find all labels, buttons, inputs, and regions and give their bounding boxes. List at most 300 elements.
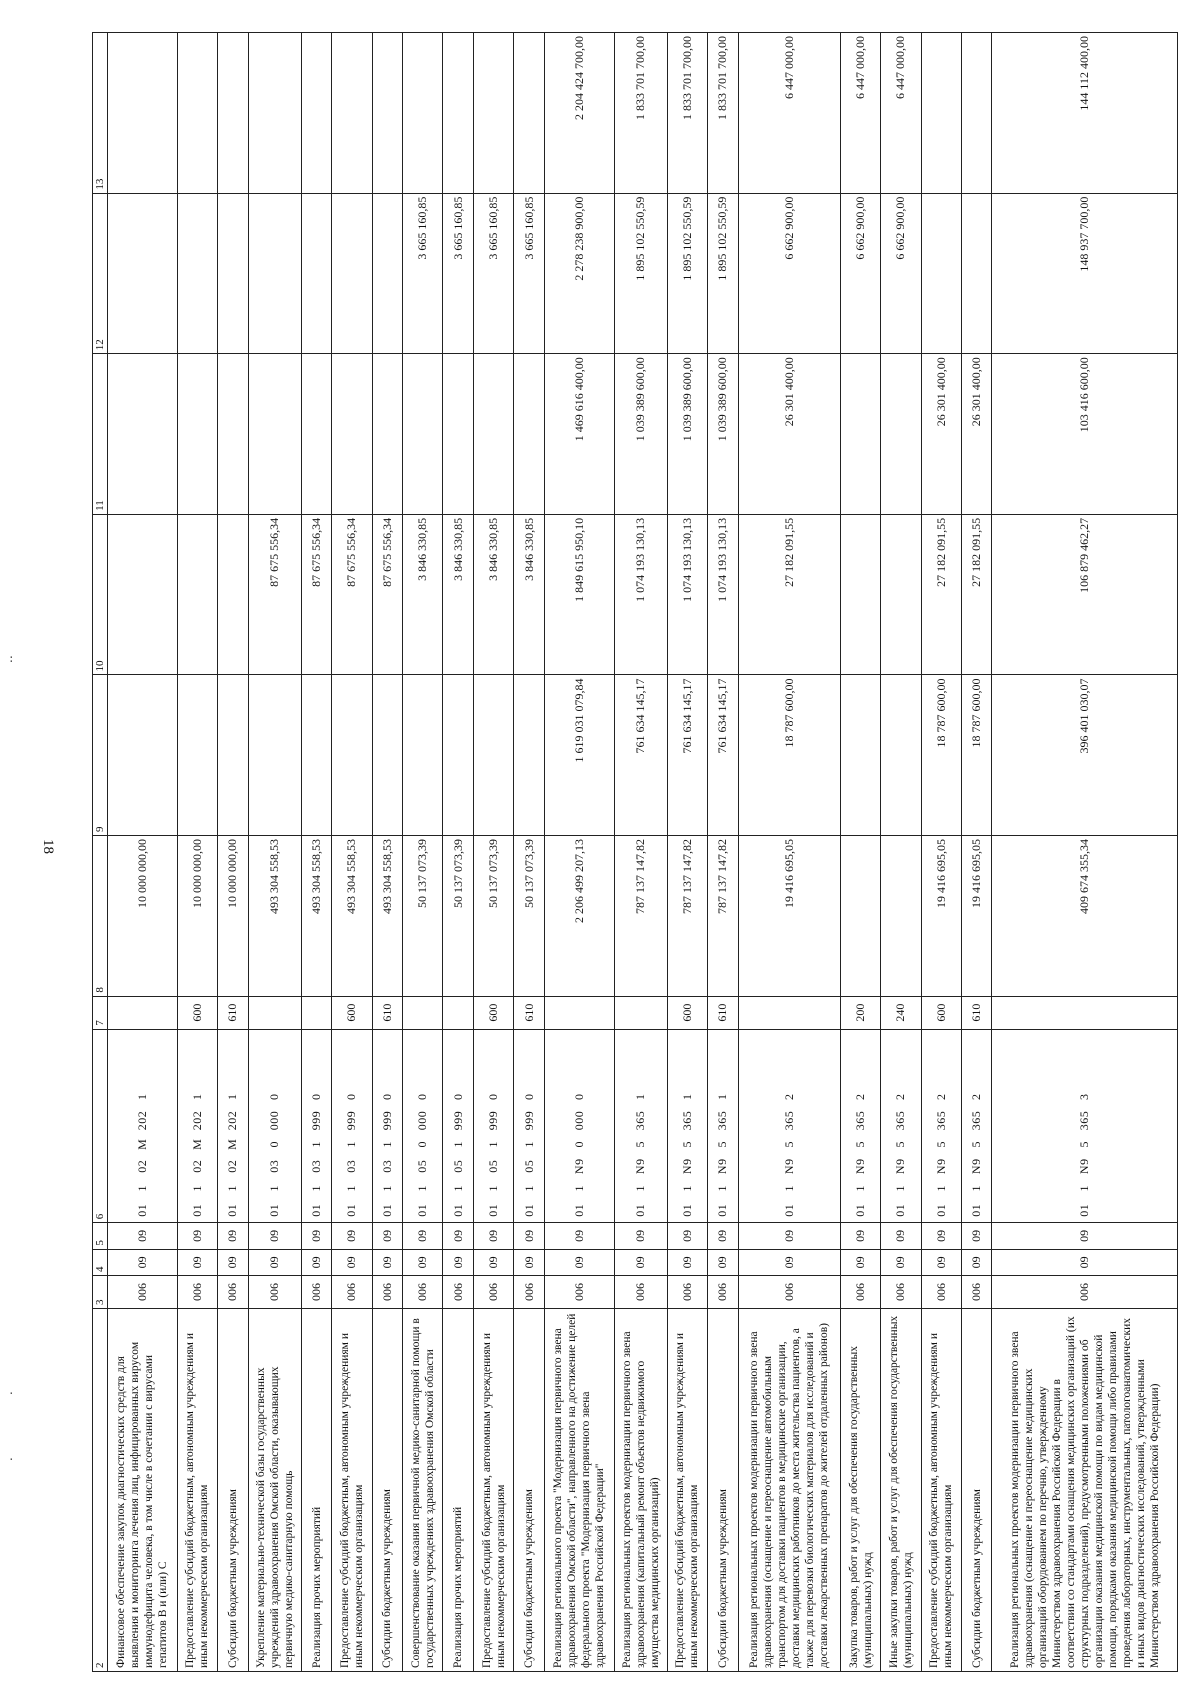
amount-c8: 787 137 147,82	[667, 836, 707, 997]
amount-c8: 19 416 695,05	[921, 836, 961, 997]
section-code: 09	[403, 1249, 443, 1275]
amount-c12: 3 665 160,85	[443, 193, 474, 354]
amount-c13: 1 833 701 700,00	[707, 33, 738, 194]
target-article-part: 0	[267, 1140, 282, 1148]
target-article-part: 1	[225, 1184, 240, 1192]
target-article-part: 1	[134, 1184, 149, 1192]
amount-c10: 3 846 330,85	[443, 514, 474, 675]
amount-c11	[372, 354, 403, 515]
amount-c11	[443, 354, 474, 515]
target-article-part: 02	[134, 1159, 149, 1173]
expense-type-code: 610	[961, 996, 992, 1029]
target-article-code	[301, 1029, 332, 1223]
header-col-8: 8	[93, 836, 108, 997]
target-article-part: 1	[189, 1184, 204, 1192]
section-code: 09	[738, 1249, 841, 1275]
target-article-part: 01	[379, 1203, 394, 1217]
section-code: 09	[217, 1249, 248, 1275]
amount-c12	[248, 193, 301, 354]
target-article-part: 5	[1077, 1140, 1092, 1148]
amount-c11: 26 301 400,00	[961, 354, 992, 515]
section-code: 09	[332, 1249, 372, 1275]
target-article-part: 1	[521, 1140, 536, 1148]
target-article-part: 02	[225, 1159, 240, 1173]
amount-c9	[217, 675, 248, 836]
amount-c10	[108, 514, 178, 675]
expense-type-code: 600	[667, 996, 707, 1029]
table-row	[443, 33, 474, 1672]
target-article-part: 1	[450, 1140, 465, 1148]
target-article-code	[544, 1029, 614, 1223]
amount-c9: 18 787 600,00	[921, 675, 961, 836]
amount-c11	[514, 354, 545, 515]
header-col-13: 13	[93, 33, 108, 194]
target-article-part: 03	[344, 1159, 359, 1173]
target-article-part: 1	[309, 1184, 323, 1192]
target-article-part: 1	[715, 1093, 730, 1100]
target-article-part: 1	[933, 1184, 948, 1192]
target-article-part: 0	[521, 1093, 536, 1100]
expense-type-code: 610	[217, 996, 248, 1029]
target-article-part: 5	[679, 1140, 694, 1148]
expense-type-code	[301, 996, 332, 1029]
amount-c9	[443, 675, 474, 836]
target-article-part: 05	[521, 1159, 536, 1173]
section-code: 09	[614, 1249, 667, 1275]
target-article-part: 0	[415, 1093, 430, 1100]
amount-c13	[961, 33, 992, 194]
header-col-3: 3	[93, 1276, 108, 1309]
section-code: 09	[707, 1249, 738, 1275]
subsection-code: 09	[841, 1223, 881, 1249]
row-description: Укрепление материально-технической базы государственных учреждений здравоохранения Омской области, оказывающих первичную медико-санитарную помощь	[248, 1309, 301, 1672]
row-description: Предоставление субсидий бюджетным, автономным учреждениям и иным некоммерческим организациям	[332, 1309, 372, 1672]
target-article-part: 01	[267, 1203, 282, 1217]
amount-c10: 3 846 330,85	[474, 514, 514, 675]
target-article-part: 0	[571, 1140, 586, 1148]
section-code: 09	[474, 1249, 514, 1275]
amount-c13	[217, 33, 248, 194]
expense-type-code: 610	[707, 996, 738, 1029]
target-article-part: N9	[633, 1158, 648, 1175]
section-code: 09	[108, 1249, 178, 1275]
table-row	[403, 33, 443, 1672]
amount-c12: 3 665 160,85	[403, 193, 443, 354]
target-article-code	[738, 1029, 841, 1223]
admin-code: 006	[614, 1276, 667, 1309]
amount-c10: 87 675 556,34	[372, 514, 403, 675]
section-code: 09	[248, 1249, 301, 1275]
target-article-part: 0	[344, 1093, 359, 1100]
amount-c11	[881, 354, 921, 515]
expense-type-code: 200	[841, 996, 881, 1029]
target-article-part: 5	[853, 1140, 868, 1148]
amount-c12: 1 895 102 550,59	[614, 193, 667, 354]
target-article-part: 01	[309, 1203, 323, 1217]
amount-c9: 18 787 600,00	[738, 675, 841, 836]
target-article-part: 2	[781, 1093, 796, 1100]
subsection-code: 09	[372, 1223, 403, 1249]
table-row	[881, 33, 921, 1672]
target-article-part: 202	[225, 1110, 240, 1131]
document-sheet	[92, 32, 1178, 1672]
page-number: 18	[40, 839, 56, 854]
amount-c11	[301, 354, 332, 515]
section-code: 09	[961, 1249, 992, 1275]
subsection-code: 09	[514, 1223, 545, 1249]
amount-c11	[177, 354, 217, 515]
expense-type-code	[544, 996, 614, 1029]
amount-c8: 50 137 073,39	[443, 836, 474, 997]
amount-c11: 26 301 400,00	[738, 354, 841, 515]
target-article-part: 0	[486, 1093, 501, 1100]
amount-c9: 761 634 145,17	[707, 675, 738, 836]
expense-type-code	[614, 996, 667, 1029]
target-article-part: N9	[571, 1158, 586, 1175]
target-article-part: 999	[379, 1110, 394, 1131]
amount-c9	[108, 675, 178, 836]
amount-c13	[372, 33, 403, 194]
subsection-code: 09	[992, 1223, 1178, 1249]
target-article-part: 365	[853, 1110, 868, 1131]
expense-type-code: 610	[514, 996, 545, 1029]
expense-type-code: 600	[177, 996, 217, 1029]
table-row	[332, 33, 372, 1672]
table-body	[108, 33, 1178, 1672]
admin-code: 006	[301, 1276, 332, 1309]
amount-c9	[332, 675, 372, 836]
target-article-part: 05	[486, 1159, 501, 1173]
target-article-part: 0	[450, 1093, 465, 1100]
row-description: Финансовое обеспечение закупок диагностических средств для выявления и мониторинга лечения лиц, инфицированных вирусом иммунодефицита человека, в том числе в сочетании с вирусами гепатитов В и (или) С	[108, 1309, 178, 1672]
target-article-part: 01	[679, 1203, 694, 1217]
expense-type-code	[443, 996, 474, 1029]
amount-c8: 493 304 558,53	[301, 836, 332, 997]
table-row	[301, 33, 332, 1672]
row-description: Предоставление субсидий бюджетным, автономным учреждениям и иным некоммерческим организациям	[921, 1309, 961, 1672]
amount-c11	[332, 354, 372, 515]
target-article-part: 1	[189, 1093, 204, 1100]
amount-c12: 6 662 900,00	[881, 193, 921, 354]
amount-c9	[372, 675, 403, 836]
amount-c11	[217, 354, 248, 515]
target-article-part: 1	[415, 1184, 430, 1192]
table-row	[248, 33, 301, 1672]
section-code: 09	[992, 1249, 1178, 1275]
subsection-code: 09	[738, 1223, 841, 1249]
table-row	[372, 33, 403, 1672]
amount-c10: 1 849 615 950,10	[544, 514, 614, 675]
admin-code: 006	[248, 1276, 301, 1309]
amount-c8: 493 304 558,53	[332, 836, 372, 997]
admin-code: 006	[544, 1276, 614, 1309]
target-article-part: 1	[379, 1140, 394, 1148]
section-code: 09	[301, 1249, 332, 1275]
target-article-part: 365	[715, 1110, 730, 1131]
amount-c13	[403, 33, 443, 194]
amount-c10	[217, 514, 248, 675]
target-article-part: 01	[189, 1203, 204, 1217]
target-article-part: 1	[344, 1184, 359, 1192]
column-number-row	[93, 33, 108, 1672]
amount-c9: 1 619 031 079,84	[544, 675, 614, 836]
amount-c13: 6 447 000,00	[738, 33, 841, 194]
admin-code: 006	[403, 1276, 443, 1309]
target-article-part: 2	[853, 1093, 868, 1100]
margin-mark-3: .	[8, 1450, 15, 1463]
expense-type-code	[738, 996, 841, 1029]
target-article-part: 1	[679, 1093, 694, 1100]
amount-c11	[248, 354, 301, 515]
target-article-part: 1	[225, 1093, 240, 1100]
target-article-part: М	[189, 1138, 204, 1150]
target-article-code	[881, 1029, 921, 1223]
amount-c12	[961, 193, 992, 354]
expense-type-code: 610	[372, 996, 403, 1029]
admin-code: 006	[961, 1276, 992, 1309]
admin-code: 006	[707, 1276, 738, 1309]
table-row	[217, 33, 248, 1672]
target-article-part: 01	[781, 1203, 796, 1217]
margin-mark-2: .	[8, 1384, 15, 1397]
target-article-part: 03	[267, 1159, 282, 1173]
admin-code: 006	[372, 1276, 403, 1309]
subsection-code: 09	[403, 1223, 443, 1249]
amount-c9: 761 634 145,17	[614, 675, 667, 836]
amount-c12: 2 278 238 900,00	[544, 193, 614, 354]
amount-c8: 10 000 000,00	[108, 836, 178, 997]
target-article-part: 365	[893, 1110, 908, 1131]
subsection-code: 09	[332, 1223, 372, 1249]
target-article-part: 1	[521, 1184, 536, 1192]
row-description: Предоставление субсидий бюджетным, автономным учреждениям и иным некоммерческим организациям	[177, 1309, 217, 1672]
target-article-part: 1	[571, 1184, 586, 1192]
target-article-part: 365	[633, 1110, 648, 1131]
expense-type-code	[108, 996, 178, 1029]
amount-c13: 1 833 701 700,00	[667, 33, 707, 194]
target-article-part: 01	[134, 1203, 149, 1217]
target-article-part: 5	[969, 1140, 984, 1148]
table-row	[667, 33, 707, 1672]
amount-c8	[881, 836, 921, 997]
target-article-part: 1	[379, 1184, 394, 1192]
amount-c10: 27 182 091,55	[961, 514, 992, 675]
amount-c11	[841, 354, 881, 515]
amount-c10: 1 074 193 130,13	[707, 514, 738, 675]
subsection-code: 09	[961, 1223, 992, 1249]
header-col-6: 6	[93, 1029, 108, 1223]
target-article-part: 05	[415, 1159, 430, 1173]
amount-c12: 3 665 160,85	[514, 193, 545, 354]
amount-c12	[332, 193, 372, 354]
target-article-part: 5	[633, 1140, 648, 1148]
target-article-code	[332, 1029, 372, 1223]
target-article-part: 01	[415, 1203, 430, 1217]
amount-c11: 1 469 616 400,00	[544, 354, 614, 515]
amount-c9	[841, 675, 881, 836]
amount-c12: 1 895 102 550,59	[707, 193, 738, 354]
amount-c13: 6 447 000,00	[881, 33, 921, 194]
target-article-part: 5	[715, 1140, 730, 1148]
target-article-code	[217, 1029, 248, 1223]
target-article-part: 01	[853, 1203, 868, 1217]
target-article-part: 1	[1077, 1184, 1092, 1192]
section-code: 09	[177, 1249, 217, 1275]
table-row	[514, 33, 545, 1672]
amount-c12: 148 937 700,00	[992, 193, 1178, 354]
amount-c9: 396 401 030,07	[992, 675, 1178, 836]
amount-c10	[177, 514, 217, 675]
table-row	[614, 33, 667, 1672]
target-article-code	[707, 1029, 738, 1223]
margin-mark-1: :	[8, 652, 15, 665]
target-article-code	[961, 1029, 992, 1223]
admin-code: 006	[667, 1276, 707, 1309]
target-article-part: 0	[571, 1093, 586, 1100]
header-col-5: 5	[93, 1223, 108, 1249]
expense-type-code	[992, 996, 1178, 1029]
target-article-part: 2	[893, 1093, 908, 1100]
expense-type-code: 600	[474, 996, 514, 1029]
target-article-part: 365	[933, 1110, 948, 1131]
header-col-9: 9	[93, 675, 108, 836]
amount-c9	[177, 675, 217, 836]
row-description: Закупка товаров, работ и услуг для обеспечения государственных (муниципальных) нужд	[841, 1309, 881, 1672]
subsection-code: 09	[301, 1223, 332, 1249]
target-article-code	[248, 1029, 301, 1223]
subsection-code: 09	[921, 1223, 961, 1249]
amount-c11: 1 039 389 600,00	[614, 354, 667, 515]
amount-c8: 19 416 695,05	[961, 836, 992, 997]
admin-code: 006	[108, 1276, 178, 1309]
row-description: Субсидии бюджетным учреждениям	[514, 1309, 545, 1672]
amount-c8: 50 137 073,39	[474, 836, 514, 997]
admin-code: 006	[443, 1276, 474, 1309]
row-description: Реализация региональных проектов модернизации первичного звена здравоохранения (капитальный ремонт объектов недвижимого имущества медицинских организаций)	[614, 1309, 667, 1672]
header-col-10: 10	[93, 514, 108, 675]
expense-type-code: 600	[332, 996, 372, 1029]
target-article-code	[514, 1029, 545, 1223]
target-article-code	[403, 1029, 443, 1223]
subsection-code: 09	[614, 1223, 667, 1249]
target-article-code	[108, 1029, 178, 1223]
amount-c12	[372, 193, 403, 354]
amount-c13	[921, 33, 961, 194]
amount-c11: 1 039 389 600,00	[667, 354, 707, 515]
subsection-code: 09	[544, 1223, 614, 1249]
subsection-code: 09	[667, 1223, 707, 1249]
admin-code: 006	[921, 1276, 961, 1309]
amount-c13	[177, 33, 217, 194]
amount-c11: 26 301 400,00	[921, 354, 961, 515]
target-article-part: 1	[267, 1184, 282, 1192]
target-article-part: N9	[781, 1158, 796, 1175]
target-article-part: N9	[679, 1158, 694, 1175]
admin-code: 006	[474, 1276, 514, 1309]
table-row	[707, 33, 738, 1672]
target-article-part: 01	[715, 1203, 730, 1217]
row-description: Реализация прочих мероприятий	[443, 1309, 474, 1672]
target-article-part: N9	[969, 1158, 984, 1175]
amount-c10: 3 846 330,85	[514, 514, 545, 675]
amount-c13	[443, 33, 474, 194]
target-article-part: 999	[486, 1110, 501, 1131]
amount-c8	[841, 836, 881, 997]
header-col-12: 12	[93, 193, 108, 354]
row-description: Совершенствование оказания первичной медико-санитарной помощи в государственных учреждениях здравоохранения Омской области	[403, 1309, 443, 1672]
row-description: Субсидии бюджетным учреждениям	[961, 1309, 992, 1672]
amount-c10: 3 846 330,85	[403, 514, 443, 675]
amount-c8: 50 137 073,39	[403, 836, 443, 997]
target-article-code	[474, 1029, 514, 1223]
amount-c8: 10 000 000,00	[217, 836, 248, 997]
target-article-part: 365	[679, 1110, 694, 1131]
amount-c9	[248, 675, 301, 836]
target-article-code	[992, 1029, 1178, 1223]
amount-c12	[217, 193, 248, 354]
target-article-code	[667, 1029, 707, 1223]
admin-code: 006	[332, 1276, 372, 1309]
rotated-table-wrapper	[92, 32, 1178, 1672]
target-article-part: 03	[379, 1159, 394, 1173]
amount-c13	[108, 33, 178, 194]
amount-c9	[881, 675, 921, 836]
amount-c8: 50 137 073,39	[514, 836, 545, 997]
target-article-part: 1	[633, 1093, 648, 1100]
amount-c11: 103 416 600,00	[992, 354, 1178, 515]
header-col-4: 4	[93, 1249, 108, 1275]
amount-c8: 2 206 499 207,13	[544, 836, 614, 997]
amount-c12: 1 895 102 550,59	[667, 193, 707, 354]
target-article-part: 5	[933, 1140, 948, 1148]
target-article-part: 365	[969, 1110, 984, 1131]
amount-c13	[301, 33, 332, 194]
header-col-7: 7	[93, 996, 108, 1029]
row-description: Субсидии бюджетным учреждениям	[707, 1309, 738, 1672]
admin-code: 006	[217, 1276, 248, 1309]
amount-c8: 787 137 147,82	[614, 836, 667, 997]
subsection-code: 09	[443, 1223, 474, 1249]
amount-c9	[301, 675, 332, 836]
target-article-code	[443, 1029, 474, 1223]
target-article-part: 01	[521, 1203, 536, 1217]
table-row	[544, 33, 614, 1672]
row-description: Реализация региональных проектов модернизации первичного звена здравоохранения (оснащение и переоснащение автомобильным транспортом для доставки пациентов в медицинские организации, доставки медицинских работников до места жительства пациентов, а также для перевозки биологических материалов для исследований и доставки лекарственных препаратов до жителей отдаленных районов)	[738, 1309, 841, 1672]
target-article-code	[177, 1029, 217, 1223]
target-article-part: 365	[781, 1110, 796, 1131]
target-article-part: 05	[450, 1159, 465, 1173]
target-article-part: 01	[633, 1203, 648, 1217]
target-article-part: 1	[486, 1184, 501, 1192]
section-code: 09	[841, 1249, 881, 1275]
section-code: 09	[921, 1249, 961, 1275]
target-article-part: 1	[450, 1184, 465, 1192]
section-code: 09	[514, 1249, 545, 1275]
target-article-part: 1	[679, 1184, 694, 1192]
target-article-part: 000	[267, 1110, 282, 1131]
amount-c9: 18 787 600,00	[961, 675, 992, 836]
amount-c13	[332, 33, 372, 194]
amount-c12	[301, 193, 332, 354]
subsection-code: 09	[248, 1223, 301, 1249]
target-article-part: 01	[225, 1203, 240, 1217]
expense-type-code	[248, 996, 301, 1029]
table-row	[177, 33, 217, 1672]
target-article-part: 01	[486, 1203, 501, 1217]
target-article-part: N9	[715, 1158, 730, 1175]
target-article-part: N9	[933, 1158, 948, 1175]
expense-type-code: 600	[921, 996, 961, 1029]
